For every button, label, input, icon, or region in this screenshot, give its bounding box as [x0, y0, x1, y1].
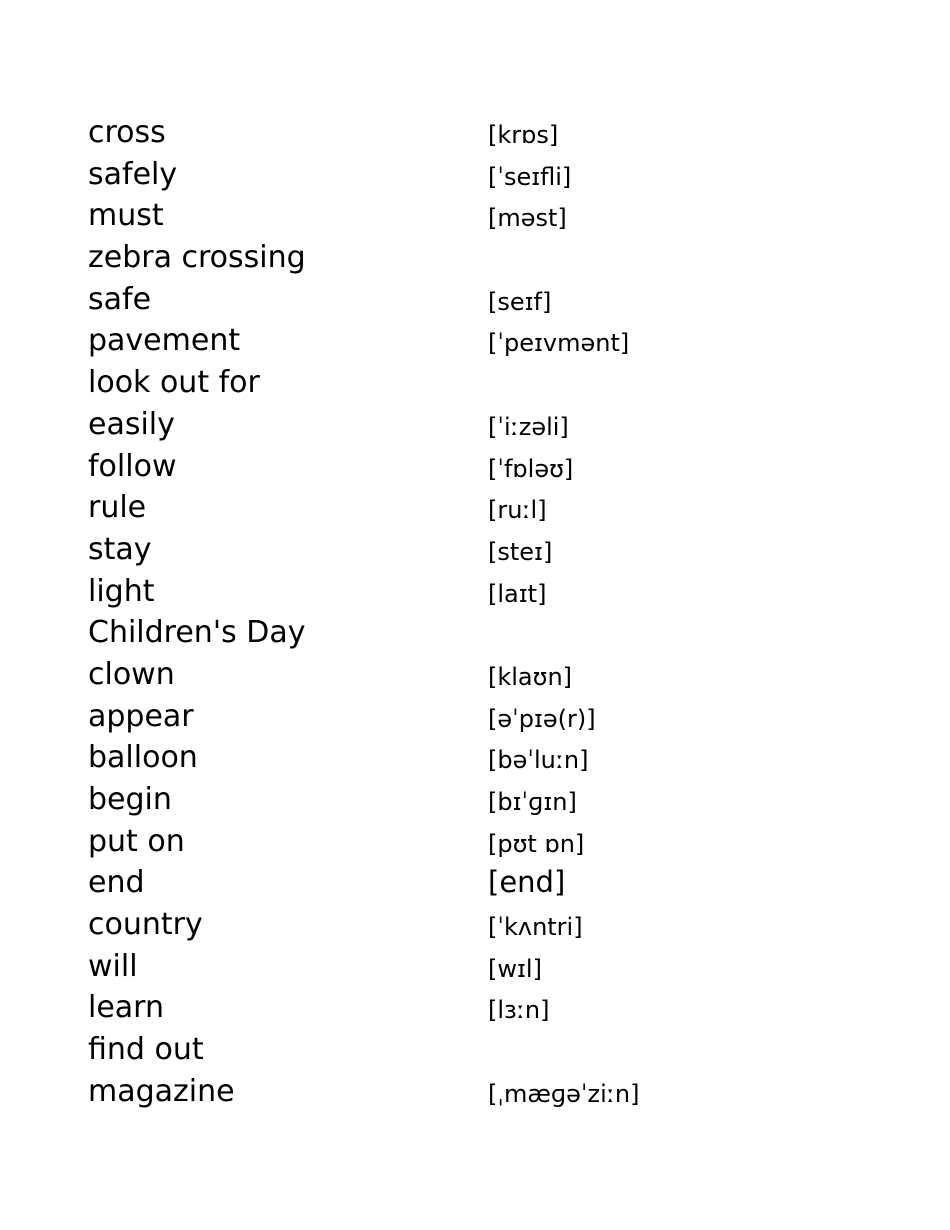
vocab-row	[88, 571, 848, 613]
vocab-row	[88, 779, 848, 821]
vocab-word: zebra crossing	[88, 240, 306, 276]
vocab-word: light	[88, 573, 155, 609]
vocab-word: put on	[88, 823, 185, 859]
vocab-phonetic: [end]	[488, 865, 566, 900]
vocab-phonetic: [krɒs]	[488, 121, 559, 149]
vocab-word: cross	[88, 115, 166, 150]
vocab-row	[88, 1029, 848, 1071]
vocab-word: balloon	[88, 740, 198, 776]
vocab-row	[88, 987, 848, 1029]
vocab-phonetic: [bɪˈɡɪn]	[488, 788, 577, 816]
vocab-row	[88, 195, 848, 237]
vocab-word: look out for	[88, 365, 260, 401]
vocab-phonetic: [əˈpɪə(r)]	[488, 704, 596, 733]
vocab-word: follow	[88, 448, 177, 484]
vocab-word: rule	[88, 490, 147, 526]
vocab-phonetic: [ˈpeɪvmənt]	[488, 329, 630, 358]
vocab-word: easily	[88, 406, 175, 442]
vocab-row	[88, 279, 848, 321]
vocab-row	[88, 237, 848, 279]
vocab-word: must	[88, 198, 164, 234]
vocab-phonetic: [məst]	[488, 204, 567, 233]
vocab-row	[88, 612, 848, 654]
vocab-word: end	[88, 865, 145, 901]
vocab-word: safely	[88, 156, 178, 192]
vocab-row	[88, 821, 848, 863]
vocab-word: clown	[88, 656, 175, 692]
vocab-row	[88, 446, 848, 488]
vocab-word: safe	[88, 281, 152, 317]
vocab-row	[88, 487, 848, 529]
vocab-phonetic: [klaʊn]	[488, 662, 573, 691]
vocab-row	[88, 112, 848, 154]
vocab-phonetic: [ˈiːzəli]	[488, 412, 569, 441]
vocab-phonetic: [laɪt]	[488, 579, 547, 608]
vocab-row	[88, 362, 848, 404]
vocab-row	[88, 654, 848, 696]
vocab-row	[88, 1071, 848, 1113]
vocab-row	[88, 737, 848, 779]
vocab-word: appear	[88, 698, 194, 734]
vocab-row	[88, 862, 848, 904]
vocab-phonetic: [ˈkʌntri]	[488, 913, 583, 942]
vocab-word: learn	[88, 990, 164, 1026]
vocab-phonetic: [wɪl]	[488, 954, 542, 983]
vocab-phonetic: [steɪ]	[488, 537, 553, 566]
vocab-row	[88, 904, 848, 946]
vocab-row	[88, 154, 848, 196]
vocab-row	[88, 946, 848, 988]
vocab-word: country	[88, 907, 203, 943]
vocab-word: begin	[88, 782, 172, 817]
vocabulary-list	[88, 112, 848, 1113]
vocab-word: find out	[88, 1032, 204, 1068]
vocab-phonetic: [ˈfɒləʊ]	[488, 454, 574, 483]
vocab-word: pavement	[88, 323, 241, 359]
vocab-word: magazine	[88, 1073, 235, 1109]
vocab-row	[88, 404, 848, 446]
vocab-phonetic: [lɜːn]	[488, 996, 550, 1025]
vocab-word: will	[88, 948, 138, 984]
vocab-phonetic: [seɪf]	[488, 287, 552, 316]
vocab-word: Children's Day	[88, 615, 306, 651]
vocab-row	[88, 320, 848, 362]
vocab-row	[88, 696, 848, 738]
vocab-phonetic: [ˈseɪfli]	[488, 162, 572, 191]
vocab-phonetic: [pʊt ɒn]	[488, 829, 585, 858]
vocab-word: stay	[88, 531, 152, 567]
vocab-row	[88, 529, 848, 571]
vocab-phonetic: [ˌmæɡəˈziːn]	[488, 1079, 640, 1108]
vocab-phonetic: [ruːl]	[488, 496, 547, 525]
vocab-phonetic: [bəˈluːn]	[488, 746, 589, 775]
